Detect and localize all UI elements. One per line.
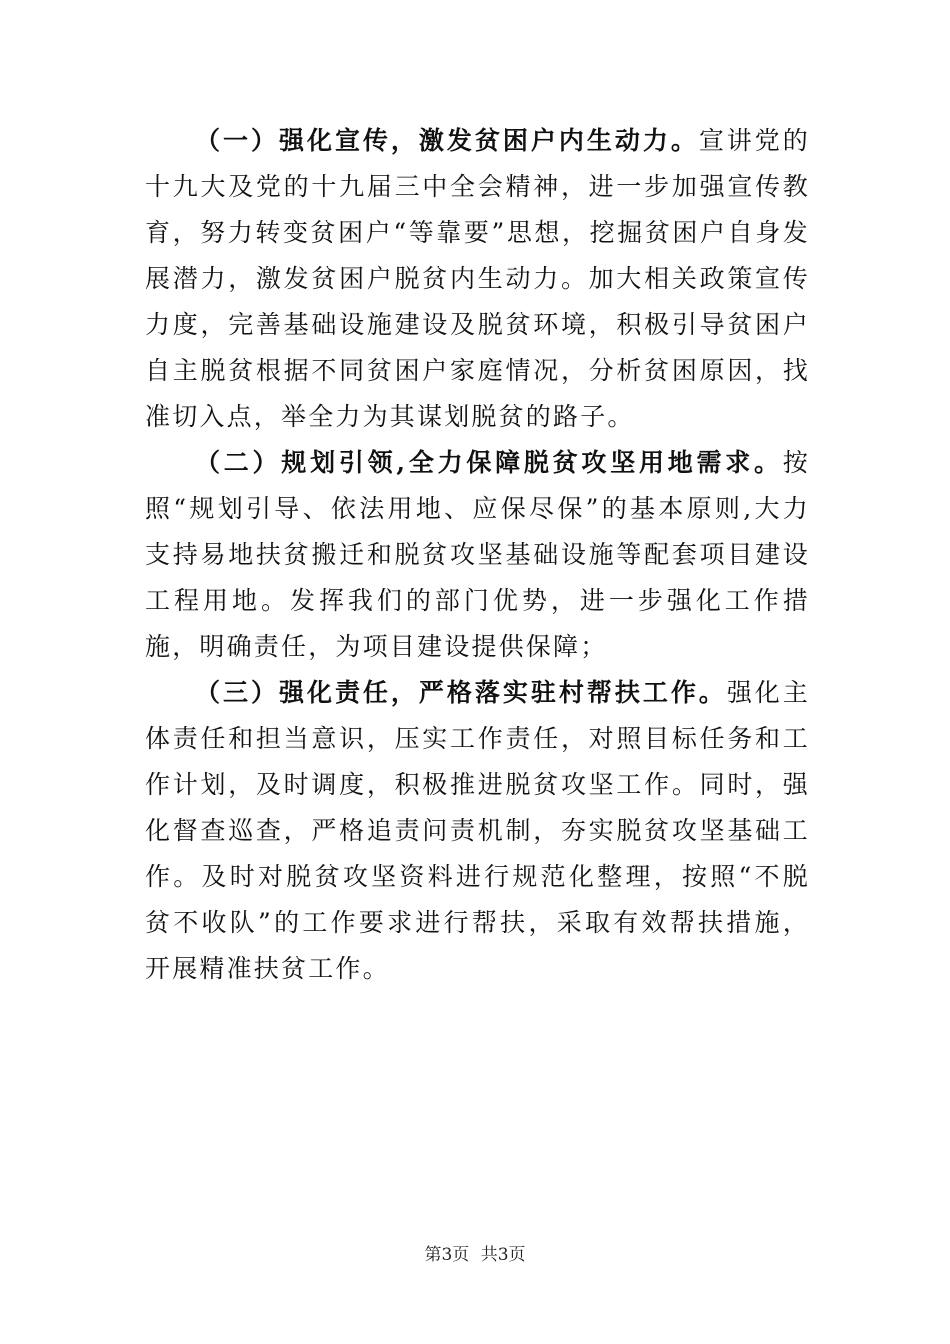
- page-footer: [0, 1240, 950, 1265]
- paragraph-2: [145, 440, 810, 670]
- paragraph-2-heading: （二）规划引领,全力保障脱贫攻坚用地需求。: [195, 448, 783, 477]
- paragraph-3-text: 强化主体责任和担当意识，压实工作责任，对照目标任务和工作计划，及时调度，积极推进脱贫攻坚工作。同时，强化督查巡查，严格追责问责机制，夯实脱贫攻坚基础工作。及时对脱贫攻坚资料进行规范化整理，按照“不脱贫不收队”的工作要求进行帮扶，采取有效帮扶措施，开展精准扶贫工作。: [145, 678, 810, 983]
- document-body: [145, 118, 810, 992]
- paragraph-1: [145, 118, 810, 440]
- paragraph-2-text: 按照“规划引导、依法用地、应保尽保”的基本原则,大力支持易地扶贫搬迁和脱贫攻坚基础设施等配套项目建设工程用地。发挥我们的部门优势，进一步强化工作措施，明确责任，为项目建设提供保障；: [145, 448, 810, 661]
- paragraph-3: [145, 670, 810, 992]
- paragraph-3-heading: （三）强化责任，严格落实驻村帮扶工作。: [195, 678, 727, 707]
- page-number: 第3页: [424, 1245, 470, 1265]
- page-total: 共3页: [480, 1245, 526, 1265]
- paragraph-1-text: 宣讲党的十九大及党的十九届三中全会精神，进一步加强宣传教育，努力转变贫困户“等靠要”思想，挖掘贫困户自身发展潜力，激发贫困户脱贫内生动力。加大相关政策宣传力度，完善基础设施建设及脱贫环境，积极引导贫困户自主脱贫根据不同贫困户家庭情况，分析贫困原因，找准切入点，举全力为其谋划脱贫的路子。: [145, 126, 810, 431]
- paragraph-1-heading: （一）强化宣传，激发贫困户内生动力。: [195, 126, 699, 155]
